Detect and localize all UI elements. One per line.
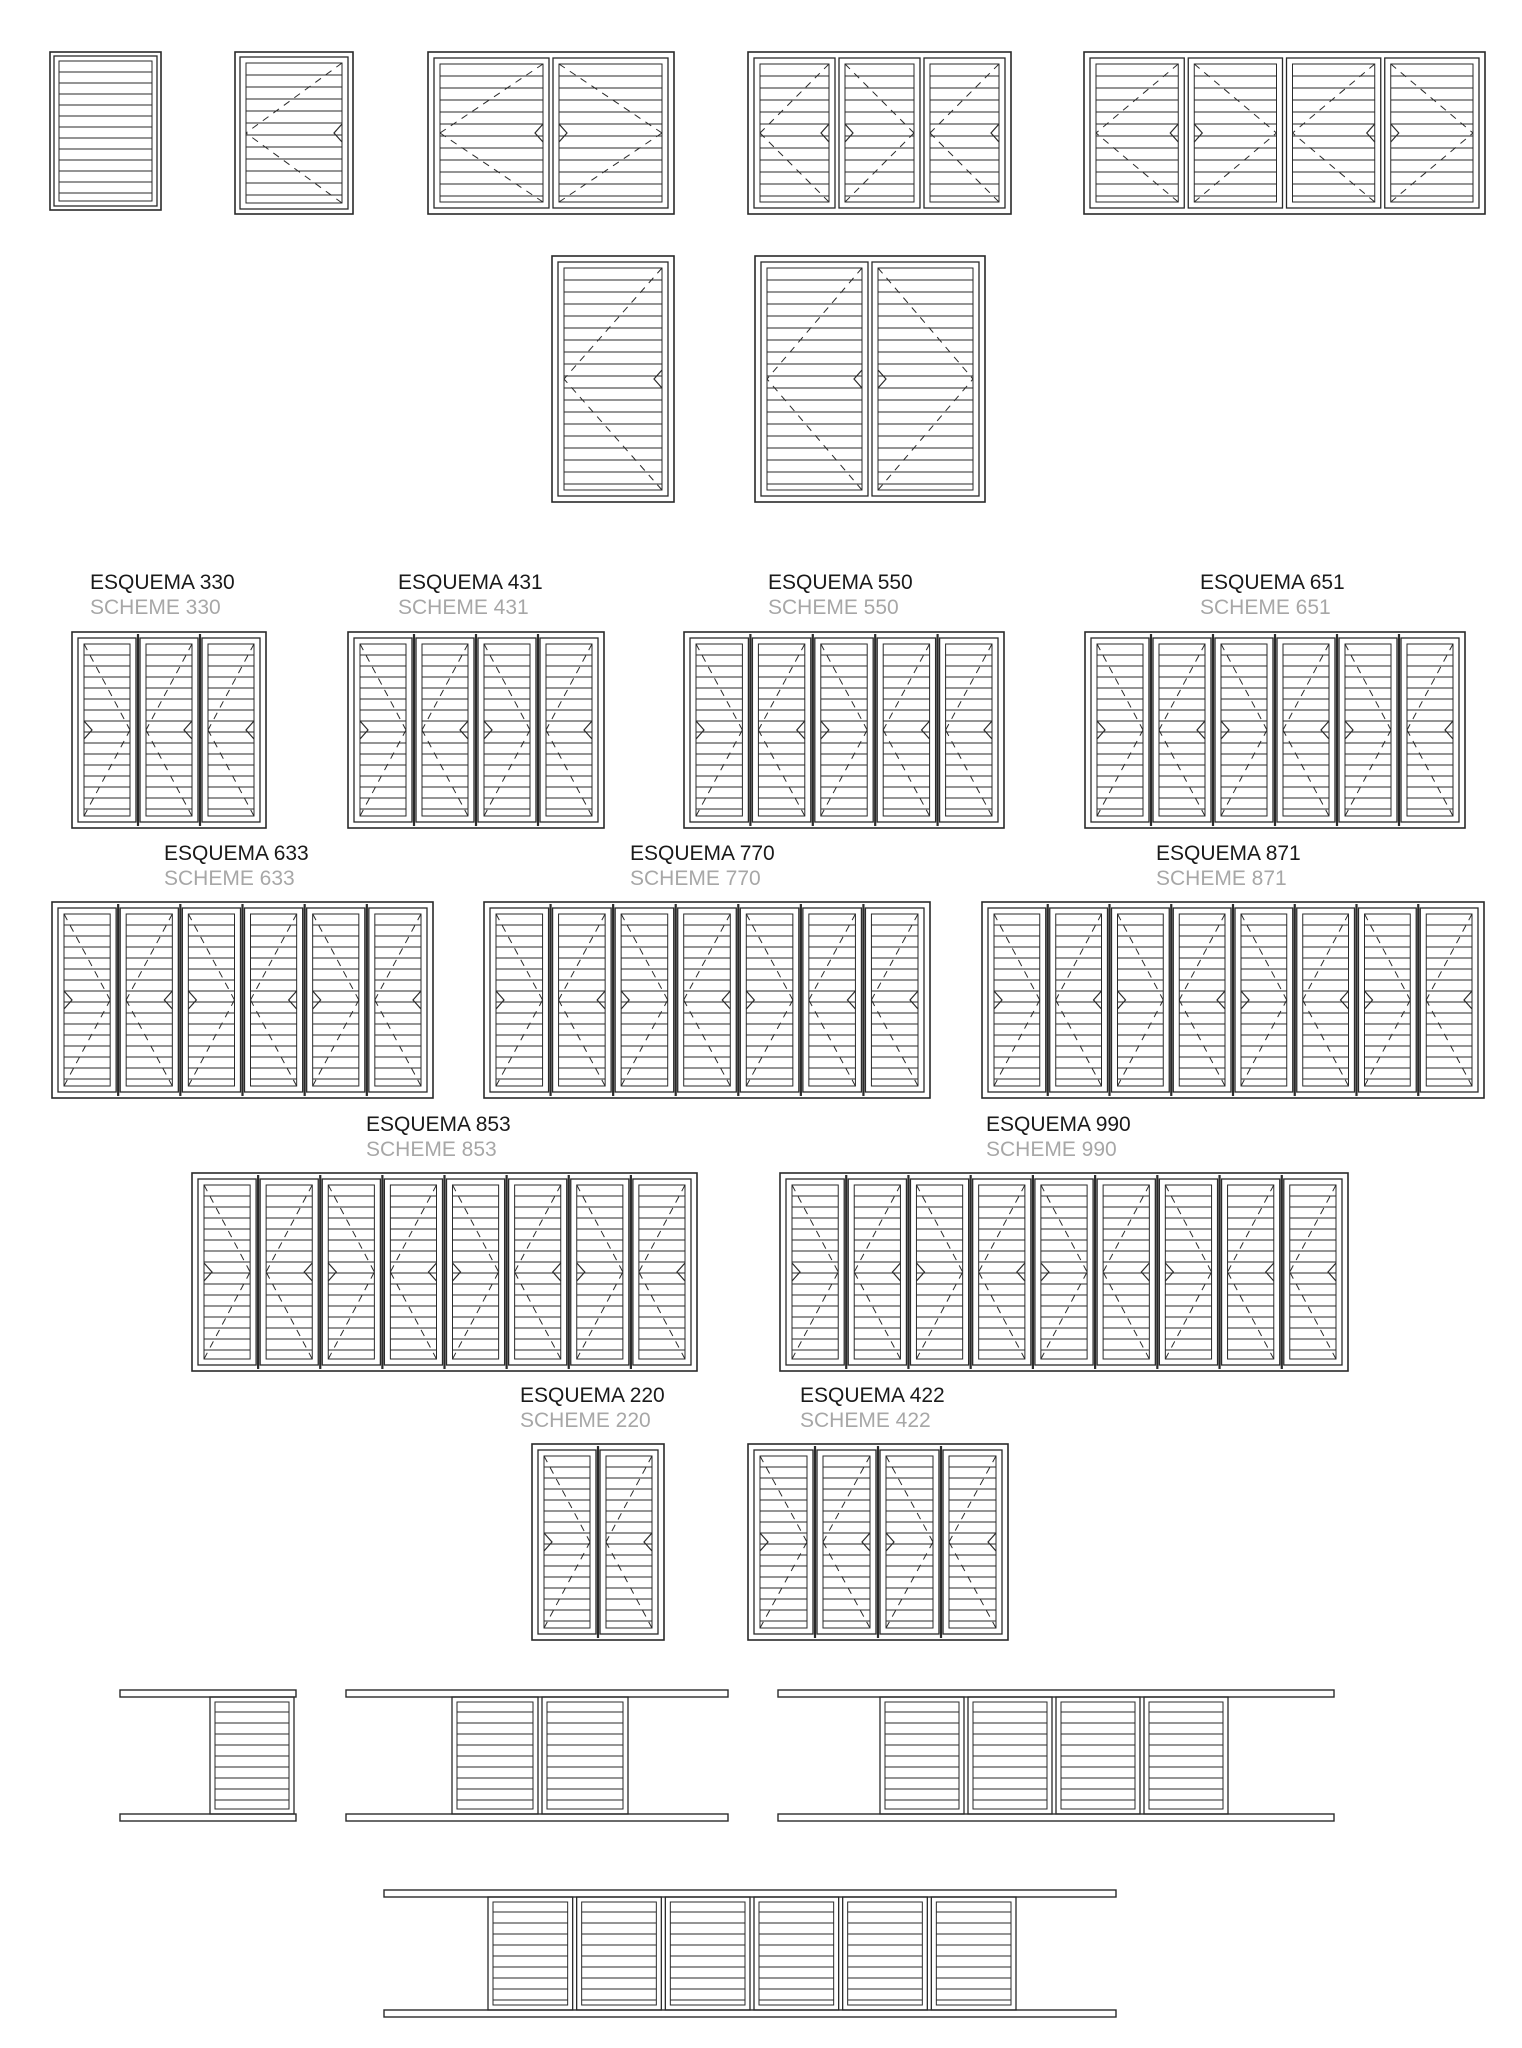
- esquema-330-text: ESQUEMA 330: [90, 571, 235, 594]
- esquema-770-text: ESQUEMA 770: [630, 842, 775, 865]
- esquema-633-text: ESQUEMA 633: [164, 842, 309, 865]
- sliding-2-panel: [346, 1690, 728, 1821]
- esquema-550-text: ESQUEMA 550: [768, 571, 913, 594]
- diagram-scheme-330: [72, 632, 266, 828]
- diagram-scheme-431: [348, 632, 604, 828]
- sliding-panel: [488, 1897, 573, 2010]
- door-1-leaf: [552, 256, 674, 502]
- sliding-panel: [1144, 1697, 1228, 1814]
- sliding-panel: [577, 1897, 662, 2010]
- scheme-422-text: SCHEME 422: [800, 1409, 931, 1432]
- esquema-431-text: ESQUEMA 431: [398, 571, 543, 594]
- scheme-633-label: [164, 843, 309, 889]
- scheme-853-text: SCHEME 853: [366, 1138, 497, 1161]
- scheme-220-text: SCHEME 220: [520, 1409, 651, 1432]
- sliding-panel: [1056, 1697, 1140, 1814]
- sliding-1-panel: [120, 1690, 296, 1821]
- scheme-853-label: [366, 1114, 511, 1160]
- sliding-panel: [452, 1697, 538, 1814]
- esquema-651-text: ESQUEMA 651: [1200, 571, 1345, 594]
- esquema-871-text: ESQUEMA 871: [1156, 842, 1301, 865]
- diagram-scheme-990: [780, 1173, 1348, 1371]
- diagram-scheme-770: [484, 902, 930, 1098]
- sliding-panel: [754, 1897, 839, 2010]
- diagram-scheme-633: [52, 902, 433, 1098]
- window-1-leaf-fixed: [50, 52, 161, 210]
- sliding-panel: [968, 1697, 1052, 1814]
- scheme-431-label: [398, 572, 543, 618]
- diagram-scheme-220: [532, 1444, 664, 1640]
- diagram-scheme-422: [748, 1444, 1008, 1640]
- scheme-871-label: [1156, 843, 1301, 889]
- esquema-220-text: ESQUEMA 220: [520, 1384, 665, 1407]
- scheme-422-label: [800, 1385, 945, 1431]
- sliding-panel: [843, 1897, 928, 2010]
- diagram-scheme-651: [1085, 632, 1465, 828]
- scheme-770-text: SCHEME 770: [630, 867, 761, 890]
- window-1-leaf: [235, 52, 353, 214]
- scheme-431-text: SCHEME 431: [398, 596, 529, 619]
- scheme-990-label: [986, 1114, 1131, 1160]
- sliding-panel: [665, 1897, 750, 2010]
- sliding-panel: [880, 1697, 964, 1814]
- scheme-330-text: SCHEME 330: [90, 596, 221, 619]
- diagram-scheme-871: [982, 902, 1484, 1098]
- window-3-leaf: [748, 52, 1011, 214]
- door-2-leaf: [755, 256, 985, 502]
- esquema-422-text: ESQUEMA 422: [800, 1384, 945, 1407]
- sliding-panel: [210, 1697, 294, 1814]
- sliding-panel: [931, 1897, 1016, 2010]
- scheme-871-text: SCHEME 871: [1156, 867, 1287, 890]
- scheme-550-label: [768, 572, 913, 618]
- scheme-651-text: SCHEME 651: [1200, 596, 1331, 619]
- scheme-990-text: SCHEME 990: [986, 1138, 1117, 1161]
- sliding-6-panel: [384, 1890, 1116, 2017]
- scheme-220-label: [520, 1385, 665, 1431]
- scheme-770-label: [630, 843, 775, 889]
- scheme-330-label: [90, 572, 235, 618]
- scheme-651-label: [1200, 572, 1345, 618]
- esquema-853-text: ESQUEMA 853: [366, 1113, 511, 1136]
- sliding-panel: [542, 1697, 628, 1814]
- window-4-leaf: [1084, 52, 1485, 214]
- sliding-4-panel: [778, 1690, 1334, 1821]
- scheme-633-text: SCHEME 633: [164, 867, 295, 890]
- esquema-990-text: ESQUEMA 990: [986, 1113, 1131, 1136]
- diagram-scheme-853: [192, 1173, 697, 1371]
- window-2-leaf: [428, 52, 674, 214]
- diagram-scheme-550: [684, 632, 1004, 828]
- scheme-550-text: SCHEME 550: [768, 596, 899, 619]
